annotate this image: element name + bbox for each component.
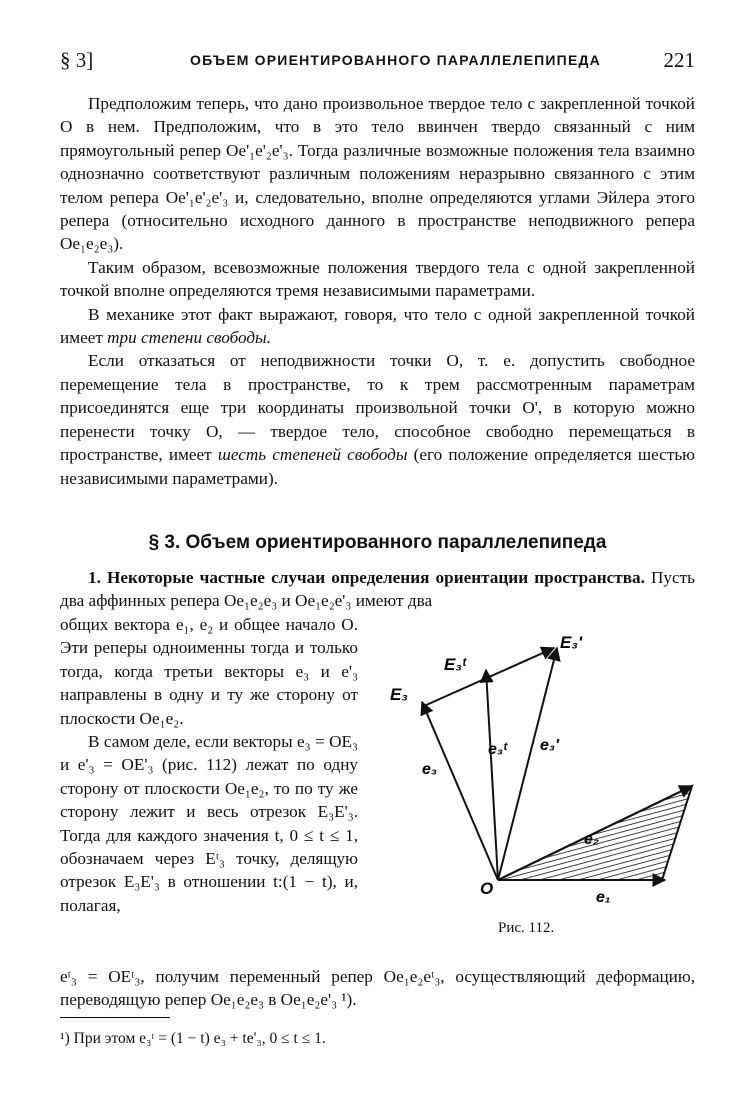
paragraph-common-vectors: общих вектора e₁, e₂ и общее начало O. Эти реперы одноименны тогда и только тогда, когда третьи векторы e₃ и e'₃ направлены в одну и ту же сторону от плоскости Oe₁e₂. [60,615,358,728]
figure-caption: Рис. 112. [498,920,555,936]
label-e3: e₃ [422,761,438,778]
label-e3prime: e₃' [540,737,559,754]
subsection-tail [60,965,695,1012]
free-body-text: Если отказаться от неподвижности точки O, т. е. допустить свободное перемещение тела в пространстве, то к трем рассмотренным параметрам присоединятся еще три координаты произвольной точки O', в которую можно перенести точку O, — твердое тело, способное свободно перемещаться в пространстве, имеет [60,351,695,465]
footnote: ¹) При этом e₃ᵗ = (1 − t) e₃ + te'₃, 0 ≤ t ≤ 1. [60,1030,326,1047]
mechanics-term: три степени свободы. [107,328,271,348]
label-e3t: e₃ᵗ [488,741,507,758]
running-header [60,48,695,78]
header-section-ref: § 3] [60,48,94,72]
label-E3t: E₃ᵗ [444,655,466,674]
label-E3prime: E₃' [560,633,582,652]
paragraph-mechanics [60,303,695,350]
vector-e3 [422,702,498,880]
paragraph-parameters: Таким образом, всевозможные положения твердого тела с одной закрепленной точкой вполне определяются тремя независимыми параметрами. [60,257,695,301]
paragraph-deformation: eᵗ₃ = OEᵗ₃, получим переменный репер Oe₁e₂eᵗ₃, осуществляющий деформацию, переводящую репер Oe₁e₂e₃ в Oe₁e₂e'₃ ¹). [60,967,695,1010]
footnote-divider [60,1017,170,1018]
paragraph-free-body [60,349,695,489]
section-title: § 3. Объем ориентированного параллелепипеда [148,532,607,553]
paragraph-rigid-body: Предположим теперь, что дано произвольное твердое тело с закрепленной точкой O в нем. Предположим, что в это тело ввинчен твердо связанный с ним прямоугольный репер Oe'₁e'₂e'₃. Тогда различные возможные положения тела взаимно однозначно соответствуют различным положениям неразрывно связанного с этим телом репера Oe'₁e'₂e'₃ и, следовательно, вполне определяются углами Эйлера этого репера (относительно исходного данного в пространстве неподвижного репера Oe₁e₂e₃). [60,94,695,254]
main-text [60,92,695,490]
label-e2: e₂ [584,831,599,848]
mechanics-text: В механике этот факт выражают, говоря, что тело с одной закрепленной точкой имеет [60,304,695,348]
subsection-lead [60,566,695,613]
label-e1: e₁ [596,889,611,906]
paragraph-proof: В самом деле, если векторы e₃ = OE₃ и e'₃ = OE'₃ (рис. 112) лежат по одну сторону от плоскости Oe₁e₂, то по ту же сторону лежит и весь отрезок E₃E'₃. Тогда для каждого значения t, 0 ≤ t ≤ 1, обозначаем через Eᵗ₃ точку, делящую отрезок E₃E'₃ в отношении t:(1 − t), и, полагая, [60,732,358,915]
vector-diagram [380,622,700,912]
page-number: 221 [663,48,695,72]
figure-112 [380,622,700,912]
vector-e3-prime [498,648,557,880]
subsection-lead-text: Пусть два аффинных репера Oe₁e₂e₃ и Oe₁e₂e'₃ имеют два [60,568,695,611]
header-title: ОБЪЕМ ОРИЕНТИРОВАННОГО ПАРАЛЛЕЛЕПИПЕДА [190,52,601,68]
subsection-heading: 1. Некоторые частные случаи определения ориентации пространства. [88,568,645,587]
vector-e3t [486,670,498,880]
label-E3: E₃ [390,685,408,704]
free-body-tail: (его положение определяется шестью независимыми параметрами). [60,445,696,488]
free-body-term: шесть степеней свободы [217,445,408,465]
label-origin: O [480,879,494,898]
wrapped-column [60,613,358,917]
